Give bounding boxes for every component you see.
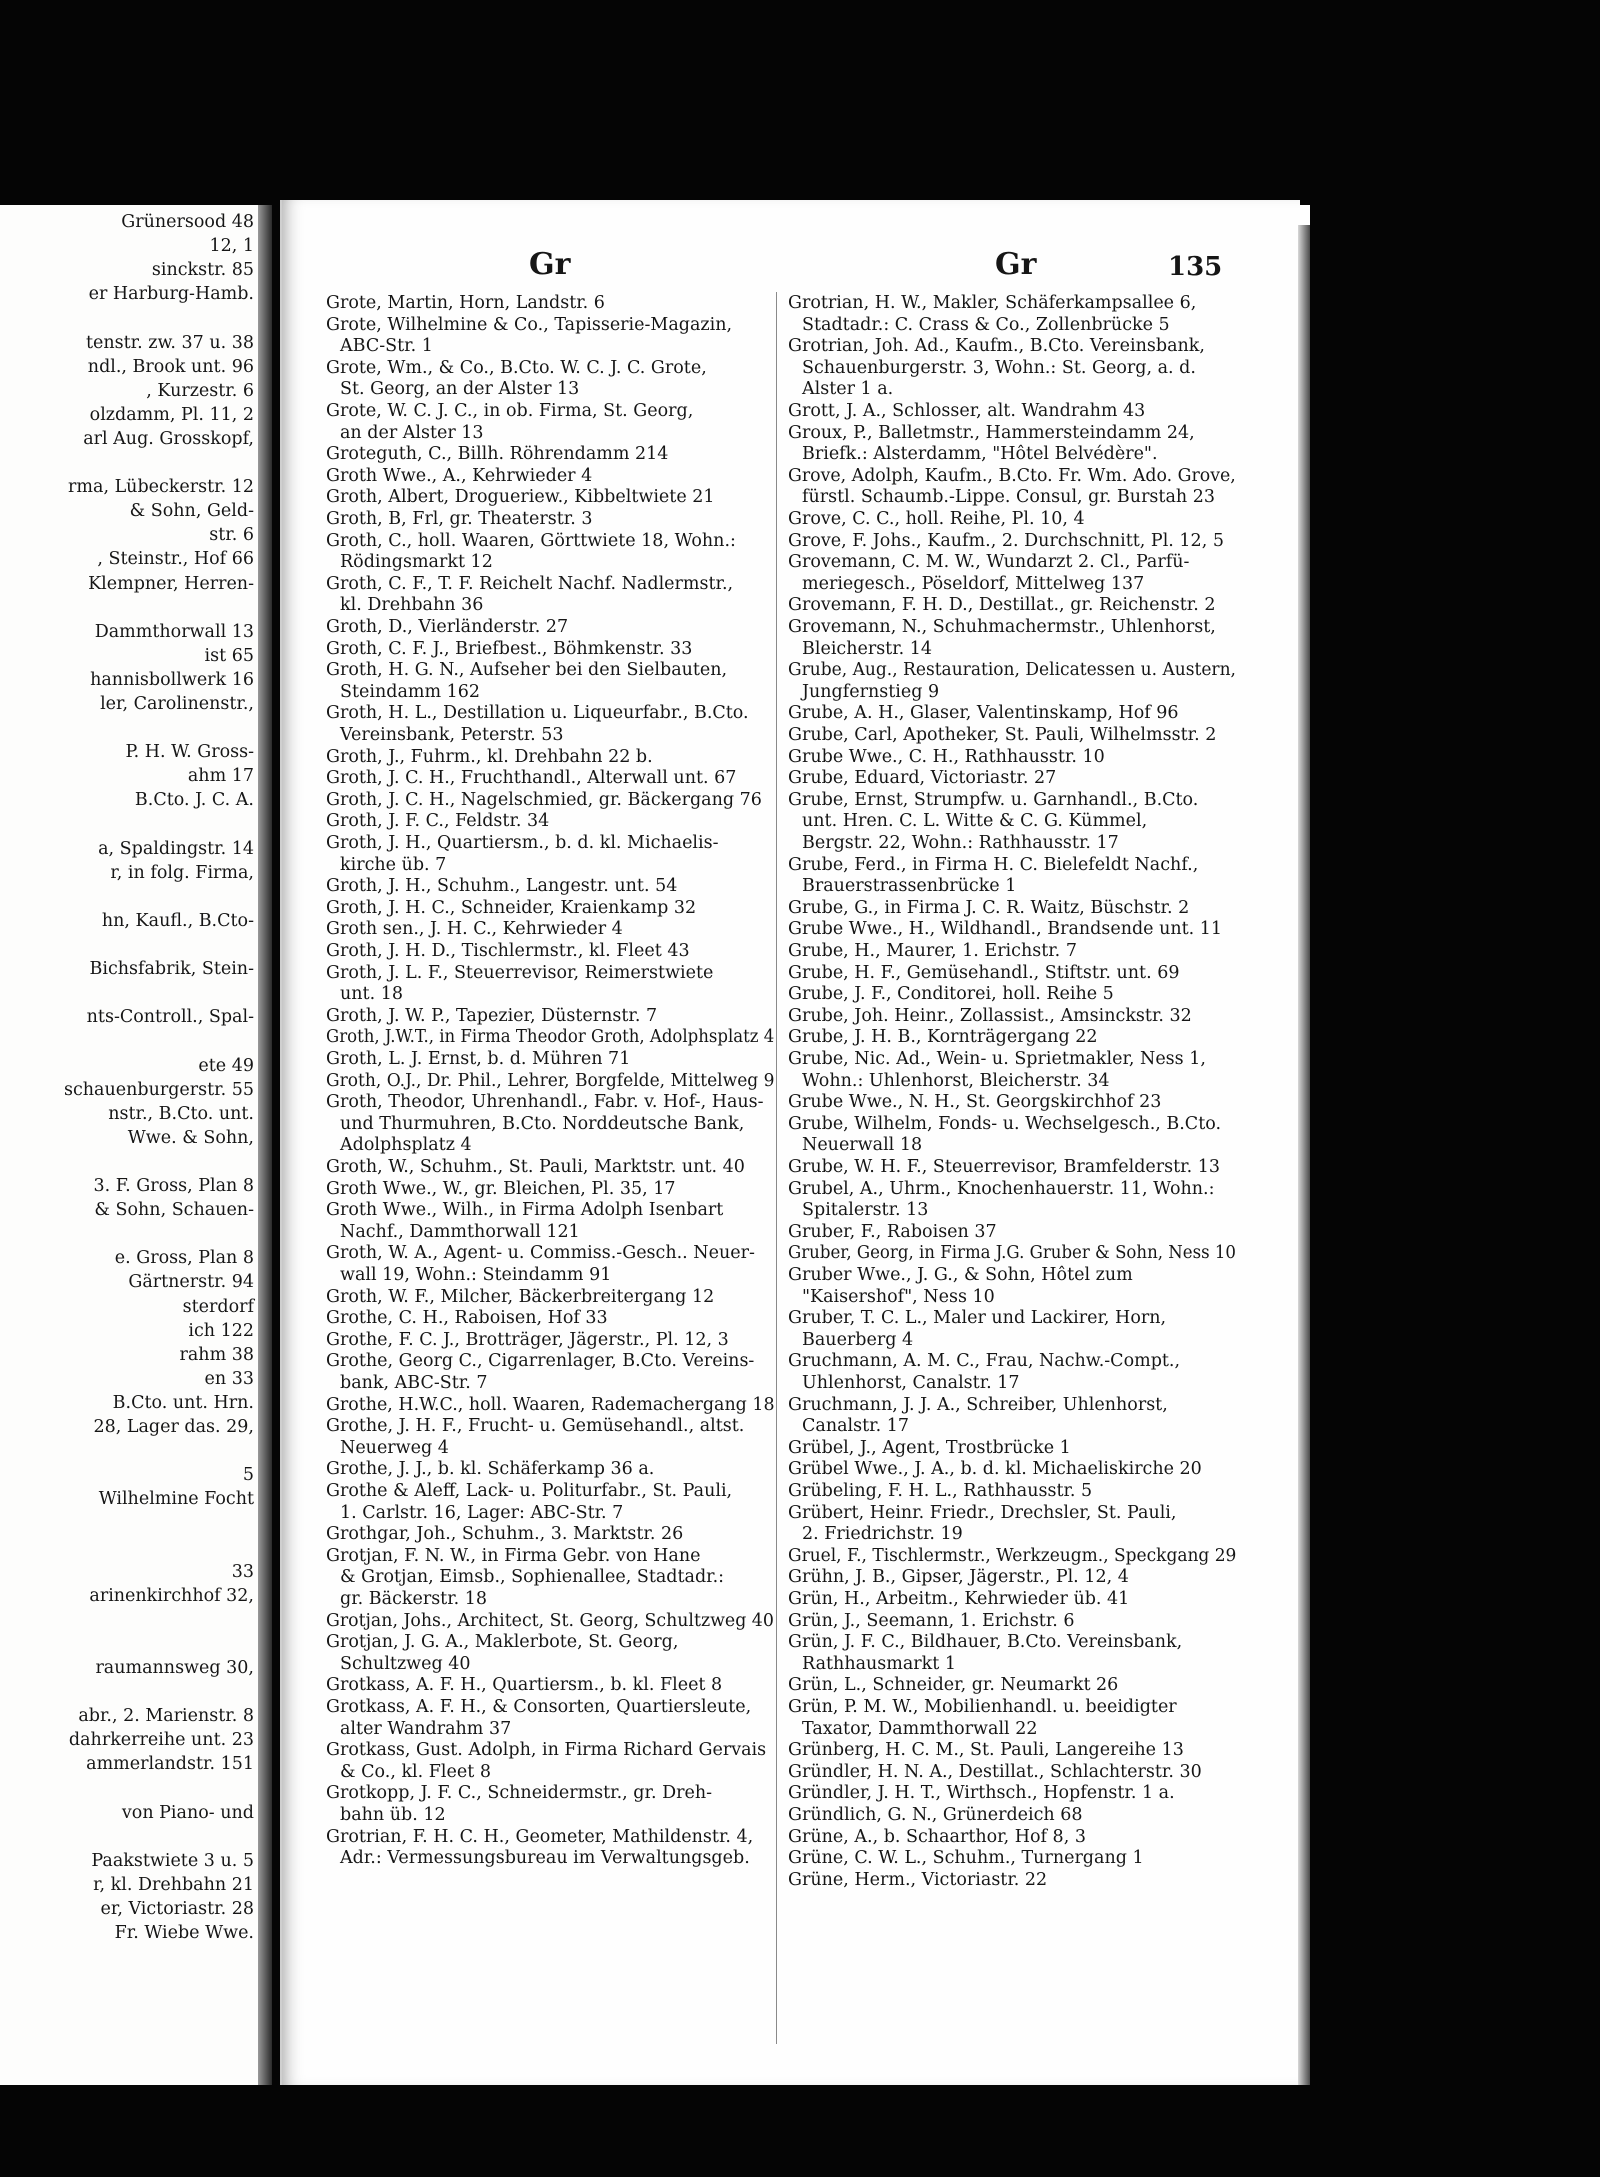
entry-continuation-line: St. Georg, an der Alster 13 (340, 379, 580, 400)
left-page-line: tenstr. zw. 37 u. 38 (86, 332, 254, 353)
directory-entry: Groth, O.J., Dr. Phil., Lehrer, Borgfelde, Mittelweg 9 (326, 1070, 775, 1091)
directory-entry: Grube, W. H. F., Steuerrevisor, Bramfelderstr. 13 (788, 1157, 1220, 1177)
entry-continuation-line: bank, ABC-Str. 7 (340, 1373, 488, 1393)
entry-continuation-line: Schultzweg 40 (340, 1653, 471, 1674)
directory-entry: Grovemann, C. M. W., Wundarzt 2. Cl., Parfü- (788, 552, 1190, 573)
directory-entry: Grote, Wilhelmine & Co., Tapisserie-Magazin, (326, 314, 733, 335)
left-page-line: raumannsweg 30, (95, 1658, 254, 1678)
left-page-line: ahm 17 (187, 766, 254, 787)
directory-entry: Grothe, J. J., b. kl. Schäferkamp 36 a. (326, 1459, 655, 1480)
entry-continuation-line: Stadtadr.: C. Crass & Co., Zollenbrücke 5 (802, 314, 1170, 335)
directory-entry: Grotjan, Johs., Architect, St. Georg, Schultzweg 40 (326, 1610, 774, 1631)
directory-entry: Groth, W. A., Agent- u. Commiss.-Gesch.. Neuer- (326, 1243, 755, 1264)
directory-entry: Groth, Theodor, Uhrenhandl., Fabr. v. Hof-, Haus- (326, 1092, 764, 1113)
directory-entry: Grotkopp, J. F. C., Schneidermstr., gr. Dreh- (326, 1783, 713, 1804)
entry-continuation-line: Bergstr. 22, Wohn.: Rathhausstr. 17 (802, 833, 1119, 853)
directory-entry: Grün, J., Seemann, 1. Erichstr. 6 (788, 1610, 1075, 1631)
entry-continuation-line: Neuerwall 18 (802, 1135, 923, 1156)
entry-continuation-line: an der Alster 13 (340, 422, 484, 443)
entry-continuation-line: Jungfernstieg 9 (802, 681, 940, 702)
left-page-line: 33 (231, 1561, 254, 1582)
left-page-line: r, kl. Drehbahn 21 (93, 1874, 254, 1895)
directory-entry: Grote, Wm., & Co., B.Cto. W. C. J. C. Grote, (326, 357, 707, 378)
entry-continuation-line: Canalstr. 17 (802, 1416, 909, 1437)
left-page-line: str. 6 (209, 525, 254, 546)
directory-entry: Grothe & Aleff, Lack- u. Politurfabr., St. Pauli, (326, 1481, 733, 1501)
directory-entry: Groth, H. G. N., Aufseher bei den Sielbauten, (326, 660, 728, 681)
directory-entry: Gruber Wwe., J. G., & Sohn, Hôtel zum (788, 1265, 1133, 1285)
directory-entry: Groth, B, Frl, gr. Theaterstr. 3 (326, 509, 593, 529)
directory-entry: Grube, H. F., Gemüsehandl., Stiftstr. unt. 69 (788, 962, 1180, 983)
directory-entry: Groteguth, C., Billh. Röhrendamm 214 (326, 444, 669, 465)
entry-continuation-line: & Co., kl. Fleet 8 (340, 1761, 491, 1782)
directory-entry: Groth, J. F. C., Feldstr. 34 (326, 811, 550, 832)
left-page-line: en 33 (204, 1368, 254, 1389)
directory-entry: Grothgar, Joh., Schuhm., 3. Marktstr. 26 (326, 1524, 684, 1545)
directory-entry: Groth, C. F., T. F. Reichelt Nachf. Nadlermstr., (326, 573, 734, 594)
directory-entry: Gründler, H. N. A., Destillat., Schlachterstr. 30 (788, 1761, 1202, 1782)
directory-entry: Grün, H., Arbeitm., Kehrwieder üb. 41 (788, 1589, 1130, 1609)
directory-entry: Gruber, T. C. L., Maler und Lackirer, Horn, (788, 1308, 1167, 1329)
entry-continuation-line: Adr.: Vermessungsbureau im Verwaltungsgeb. (340, 1848, 750, 1869)
left-page-line: er, Victoriastr. 28 (100, 1899, 254, 1919)
directory-entry: Grotkass, A. F. H., & Consorten, Quartiersleute, (326, 1697, 752, 1717)
entry-continuation-line: Brauerstrassenbrücke 1 (802, 876, 1017, 897)
left-page-line: 28, Lager das. 29, (93, 1417, 254, 1437)
entry-continuation-line: und Thurmuhren, B.Cto. Norddeutsche Bank, (340, 1113, 745, 1134)
left-page-line: & Sohn, Schauen- (94, 1200, 254, 1221)
directory-entry: Groth, J.W.T., in Firma Theodor Groth, Adolphsplatz 4 (326, 1027, 775, 1048)
directory-entry: Groth, H. L., Destillation u. Liqueurfabr., B.Cto. (326, 703, 749, 724)
entry-continuation-line: Taxator, Dammthorwall 22 (802, 1718, 1038, 1739)
entry-continuation-line: Neuerweg 4 (340, 1437, 449, 1458)
directory-entry: Groth Wwe., Wilh., in Firma Adolph Isenbart (326, 1200, 724, 1221)
directory-entry: Groth, J. H., Quartiersm., b. d. kl. Michaelis- (326, 833, 719, 853)
left-page-line: dahrkerreihe unt. 23 (68, 1730, 254, 1751)
entry-continuation-line: Bauerberg 4 (802, 1329, 914, 1350)
directory-entry: Gründlich, G. N., Grünerdeich 68 (788, 1805, 1083, 1825)
directory-entry: Grube, Ernst, Strumpfw. u. Garnhandl., B.Cto. (788, 789, 1199, 810)
directory-entry: Grube, G., in Firma J. C. R. Waitz, Büschstr. 2 (788, 897, 1190, 918)
directory-entry: Grüne, A., b. Schaarthor, Hof 8, 3 (788, 1826, 1086, 1847)
left-page-line: er Harburg-Hamb. (88, 284, 254, 305)
directory-entry: Gruber, Georg, in Firma J.G. Gruber & Sohn, Ness 10 (788, 1243, 1236, 1264)
directory-entry: Groth, C. F. J., Briefbest., Böhmkenstr. 33 (326, 638, 693, 659)
directory-entry: Grube, Aug., Restauration, Delicatessen u. Austern, (788, 660, 1236, 681)
entry-continuation-line: Spitalerstr. 13 (802, 1200, 929, 1221)
directory-entry: Groth, J., Fuhrm., kl. Drehbahn 22 b. (326, 746, 653, 767)
directory-entry: Grube Wwe., N. H., St. Georgskirchhof 23 (788, 1092, 1162, 1113)
directory-entry: Groth, C., holl. Waaren, Görttwiete 18, Wohn.: (326, 530, 736, 551)
directory-entry: Grott, J. A., Schlosser, alt. Wandrahm 43 (788, 401, 1146, 421)
directory-entry: Gruber, F., Raboisen 37 (788, 1221, 997, 1242)
left-page-line: & Sohn, Geld- (129, 501, 254, 522)
directory-entry: Grube, Nic. Ad., Wein- u. Sprietmakler, Ness 1, (788, 1049, 1206, 1069)
directory-entry: Groth, D., Vierländerstr. 27 (326, 617, 569, 637)
directory-entry: Gruel, F., Tischlermstr., Werkzeugm., Speckgang 29 (788, 1545, 1237, 1566)
directory-entry: Grotjan, F. N. W., in Firma Gebr. von Hane (326, 1545, 701, 1566)
left-page-line: Wwe. & Sohn, (127, 1127, 254, 1148)
directory-entry: Grünberg, H. C. M., St. Pauli, Langereihe 13 (788, 1740, 1184, 1761)
directory-entry: Grüne, C. W. L., Schuhm., Turnergang 1 (788, 1848, 1144, 1869)
directory-entry: Grothe, C. H., Raboisen, Hof 33 (326, 1308, 608, 1329)
directory-entry: Grube, Wilhelm, Fonds- u. Wechselgesch., B.Cto. (788, 1113, 1222, 1134)
directory-entry: Grotkass, Gust. Adolph, in Firma Richard Gervais (326, 1740, 767, 1761)
directory-entry: Grün, J. F. C., Bildhauer, B.Cto. Vereinsbank, (788, 1632, 1183, 1653)
left-page-line: rma, Lübeckerstr. 12 (68, 477, 254, 498)
directory-entry: Grotrian, Joh. Ad., Kaufm., B.Cto. Vereinsbank, (788, 336, 1205, 357)
directory-entry: Groth Wwe., A., Kehrwieder 4 (326, 465, 593, 486)
entry-continuation-line: Rödingsmarkt 12 (340, 552, 493, 573)
entry-continuation-line: Adolphsplatz 4 (340, 1135, 472, 1156)
entry-continuation-line: "Kaisershof", Ness 10 (802, 1286, 995, 1307)
directory-entry: Grothe, Georg C., Cigarrenlager, B.Cto. Vereins- (326, 1351, 755, 1372)
directory-entry: Grube, A. H., Glaser, Valentinskamp, Hof 96 (788, 703, 1179, 724)
directory-entry: Gründler, J. H. T., Wirthsch., Hopfenstr. 1 a. (788, 1783, 1175, 1804)
entry-continuation-line: Wohn.: Uhlenhorst, Bleicherstr. 34 (802, 1070, 1110, 1091)
directory-entry: Groth, J. C. H., Nagelschmied, gr. Bäckergang 76 (326, 789, 762, 810)
left-page-line: olzdamm, Pl. 11, 2 (89, 404, 254, 425)
entry-continuation-line: Rathhausmarkt 1 (802, 1653, 956, 1674)
left-page-line: sterdorf (182, 1296, 254, 1317)
directory-entry: Groth, L. J. Ernst, b. d. Mühren 71 (326, 1049, 631, 1069)
left-page-line: Dammthorwall 13 (94, 621, 254, 642)
directory-entry: Grube Wwe., H., Wildhandl., Brandsende unt. 11 (788, 919, 1223, 940)
left-page-line: schauenburgerstr. 55 (64, 1079, 254, 1100)
directory-entry: Groth, J. C. H., Fruchthandl., Alterwall unt. 67 (326, 768, 737, 789)
directory-entry: Grove, F. Johs., Kaufm., 2. Durchschnitt, Pl. 12, 5 (788, 530, 1224, 551)
left-page-line: Wilhelmine Focht (98, 1489, 254, 1510)
scan-border-middle (272, 205, 280, 2085)
directory-entry: Groth, Albert, Drogueriew., Kibbeltwiete 21 (326, 487, 715, 508)
directory-entry: Groux, P., Balletmstr., Hammersteindamm 24, (788, 422, 1195, 443)
directory-entry: Grove, Adolph, Kaufm., B.Cto. Fr. Wm. Ado. Grove, (788, 465, 1236, 486)
directory-entry: Grotjan, J. G. A., Maklerbote, St. Georg, (326, 1632, 679, 1653)
directory-entry: Grotrian, H. W., Makler, Schäferkampsallee 6, (788, 293, 1197, 313)
directory-entry: Grube, Carl, Apotheker, St. Pauli, Wilhelmsstr. 2 (788, 725, 1217, 745)
entry-continuation-line: meriegesch., Pöseldorf, Mittelweg 137 (802, 573, 1145, 594)
directory-entry: Grothe, F. C. J., Brotträger, Jägerstr., Pl. 12, 3 (326, 1329, 729, 1350)
directory-entry: Grühn, J. B., Gipser, Jägerstr., Pl. 12, 4 (788, 1567, 1129, 1588)
entry-continuation-line: gr. Bäckerstr. 18 (340, 1589, 488, 1609)
left-page-line: r, in folg. Firma, (110, 862, 254, 883)
scan-border-right (1310, 0, 1600, 2177)
directory-entry: Grote, Martin, Horn, Landstr. 6 (326, 293, 605, 313)
left-column-heading: Gr (529, 247, 571, 282)
entry-continuation-line: unt. Hren. C. L. Witte & C. G. Kümmel, (802, 811, 1148, 832)
entry-continuation-line: 2. Friedrichstr. 19 (802, 1524, 963, 1545)
column-divider (776, 292, 777, 2044)
entry-continuation-line: Schauenburgerstr. 3, Wohn.: St. Georg, a. d. (802, 357, 1196, 378)
entry-continuation-line: bahn üb. 12 (340, 1805, 446, 1825)
directory-entry: Grube, J. F., Conditorei, holl. Reihe 5 (788, 984, 1114, 1005)
left-page-line: Grünersood 48 (121, 212, 254, 232)
left-page-line: Bichsfabrik, Stein- (89, 959, 254, 980)
left-page-line: 3. F. Gross, Plan 8 (93, 1176, 254, 1196)
entry-continuation-line: Uhlenhorst, Canalstr. 17 (802, 1373, 1020, 1393)
directory-entry: Groth, J. H. D., Tischlermstr., kl. Fleet 43 (326, 941, 690, 961)
page-edge (1298, 225, 1310, 2085)
directory-entry: Grube, Joh. Heinr., Zollassist., Amsinckstr. 32 (788, 1005, 1192, 1026)
left-page-line: ammerlandstr. 151 (86, 1754, 254, 1775)
entry-continuation-line: fürstl. Schaumb.-Lippe. Consul, gr. Burstah 23 (802, 487, 1215, 508)
left-page-line: nstr., B.Cto. unt. (108, 1103, 254, 1124)
directory-entry: Gruchmann, A. M. C., Frau, Nachw.-Compt., (788, 1351, 1181, 1372)
entry-continuation-line: wall 19, Wohn.: Steindamm 91 (340, 1265, 612, 1285)
left-page-line: Klempner, Herren- (88, 573, 254, 594)
directory-entry: Grovemann, F. H. D., Destillat., gr. Reichenstr. 2 (788, 595, 1216, 616)
entry-continuation-line: 1. Carlstr. 16, Lager: ABC-Str. 7 (340, 1502, 624, 1523)
directory-entry: Groth Wwe., W., gr. Bleichen, Pl. 35, 17 (326, 1178, 676, 1199)
directory-entry: Groth sen., J. H. C., Kehrwieder 4 (326, 919, 623, 940)
left-page-line: nts-Controll., Spal- (86, 1007, 254, 1028)
right-column-heading: Gr (995, 247, 1037, 282)
directory-entry: Grote, W. C. J. C., in ob. Firma, St. Georg, (326, 401, 694, 421)
left-page-line: hn, Kaufl., B.Cto- (101, 910, 254, 931)
directory-entry: Gruchmann, J. J. A., Schreiber, Uhlenhorst, (788, 1394, 1168, 1415)
left-page-line: von Piano- und (121, 1802, 254, 1823)
left-page-line: arl Aug. Grosskopf, (83, 428, 254, 449)
directory-entry: Grove, C. C., holl. Reihe, Pl. 10, 4 (788, 509, 1085, 529)
directory-entry: Grün, L., Schneider, gr. Neumarkt 26 (788, 1675, 1119, 1696)
left-page-line: ndl., Brook unt. 96 (87, 356, 254, 377)
entry-continuation-line: Bleicherstr. 14 (802, 638, 933, 659)
directory-entry: Grube, Ferd., in Firma H. C. Bielefeldt Nachf., (788, 854, 1199, 875)
book-gutter (258, 205, 272, 2085)
entry-continuation-line: kirche üb. 7 (340, 854, 447, 875)
directory-entry: Grotkass, A. F. H., Quartiersm., b. kl. Fleet 8 (326, 1675, 723, 1696)
directory-entry: Groth, J. H. C., Schneider, Kraienkamp 32 (326, 897, 697, 918)
left-page-line: ete 49 (198, 1055, 254, 1076)
directory-entry: Grube, J. H. B., Kornträgergang 22 (788, 1027, 1098, 1048)
directory-entry: Grube Wwe., C. H., Rathhausstr. 10 (788, 746, 1105, 767)
directory-entry: Grübel Wwe., J. A., b. d. kl. Michaeliskirche 20 (788, 1459, 1202, 1480)
left-page-line: P. H. W. Gross- (125, 742, 254, 763)
directory-entry: Grotrian, F. H. C. H., Geometer, Mathildenstr. 4, (326, 1826, 754, 1847)
directory-entry: Groth, J. H., Schuhm., Langestr. unt. 54 (326, 876, 678, 897)
directory-entry: Grüne, Herm., Victoriastr. 22 (788, 1869, 1048, 1890)
entry-continuation-line: & Grotjan, Eimsb., Sophienallee, Stadtadr.: (340, 1567, 725, 1588)
left-page-line: 5 (242, 1465, 254, 1486)
page-number: 135 (1168, 252, 1223, 282)
entry-continuation-line: alter Wandrahm 37 (340, 1718, 512, 1739)
left-page-fragment (0, 205, 258, 2085)
directory-entry: Grovemann, N., Schuhmachermstr., Uhlenhorst, (788, 617, 1216, 637)
left-page-line: e. Gross, Plan 8 (114, 1248, 254, 1269)
entry-continuation-line: Vereinsbank, Peterstr. 53 (340, 725, 564, 745)
directory-entry: Grübeling, F. H. L., Rathhausstr. 5 (788, 1481, 1093, 1501)
directory-entry: Grubel, A., Uhrm., Knochenhauerstr. 11, Wohn.: (788, 1178, 1215, 1199)
left-page-line: Gärtnerstr. 94 (128, 1272, 254, 1293)
directory-entry: Groth, J. L. F., Steuerrevisor, Reimerstwiete (326, 962, 714, 983)
entry-continuation-line: unt. 18 (340, 984, 403, 1005)
left-page-line: ler, Carolinenstr., (100, 694, 254, 714)
left-page-line: rahm 38 (179, 1344, 254, 1365)
entry-continuation-line: Alster 1 a. (802, 379, 894, 400)
left-page-line: , Steinstr., Hof 66 (97, 549, 254, 570)
directory-entry: Grothe, J. H. F., Frucht- u. Gemüsehandl., altst. (326, 1416, 745, 1437)
directory-entry: Grün, P. M. W., Mobilienhandl. u. beeidigter (788, 1697, 1177, 1717)
left-page-line: abr., 2. Marienstr. 8 (78, 1706, 254, 1727)
left-page-line: Paakstwiete 3 u. 5 (91, 1850, 254, 1871)
left-page-line: ich 122 (188, 1320, 254, 1341)
entry-continuation-line: Briefk.: Alsterdamm, "Hôtel Belvédère". (802, 444, 1158, 465)
left-page-line: a, Spaldingstr. 14 (98, 838, 254, 859)
left-page-line: hannisbollwerk 16 (90, 669, 254, 690)
directory-entry: Grube, H., Maurer, 1. Erichstr. 7 (788, 941, 1077, 961)
directory-entry: Grothe, H.W.C., holl. Waaren, Rademachergang 18 (326, 1394, 775, 1415)
left-page-line: 12, 1 (209, 236, 254, 257)
directory-entry: Groth, J. W. P., Tapezier, Düsternstr. 7 (326, 1005, 658, 1026)
left-page-line: Fr. Wiebe Wwe. (114, 1923, 254, 1944)
entry-continuation-line: kl. Drehbahn 36 (340, 595, 484, 616)
directory-entry: Groth, W. F., Milcher, Bäckerbreitergang 12 (326, 1286, 715, 1307)
directory-entry: Grube, Eduard, Victoriastr. 27 (788, 768, 1057, 789)
directory-entry: Grübel, J., Agent, Trostbrücke 1 (788, 1437, 1071, 1458)
directory-entry: Groth, W., Schuhm., St. Pauli, Marktstr. unt. 40 (326, 1157, 745, 1177)
left-page-line: sinckstr. 85 (151, 260, 254, 281)
entry-continuation-line: ABC-Str. 1 (340, 336, 433, 357)
left-page-line: B.Cto. J. C. A. (134, 790, 254, 811)
left-page-line: arinenkirchhof 32, (89, 1585, 254, 1606)
left-page-line: , Kurzestr. 6 (146, 380, 254, 401)
left-page-line: ist 65 (204, 645, 254, 666)
left-page-line: B.Cto. unt. Hrn. (112, 1392, 254, 1413)
directory-entry: Grübert, Heinr. Friedr., Drechsler, St. Pauli, (788, 1502, 1177, 1523)
entry-continuation-line: Nachf., Dammthorwall 121 (340, 1221, 580, 1242)
entry-continuation-line: Steindamm 162 (340, 681, 481, 702)
